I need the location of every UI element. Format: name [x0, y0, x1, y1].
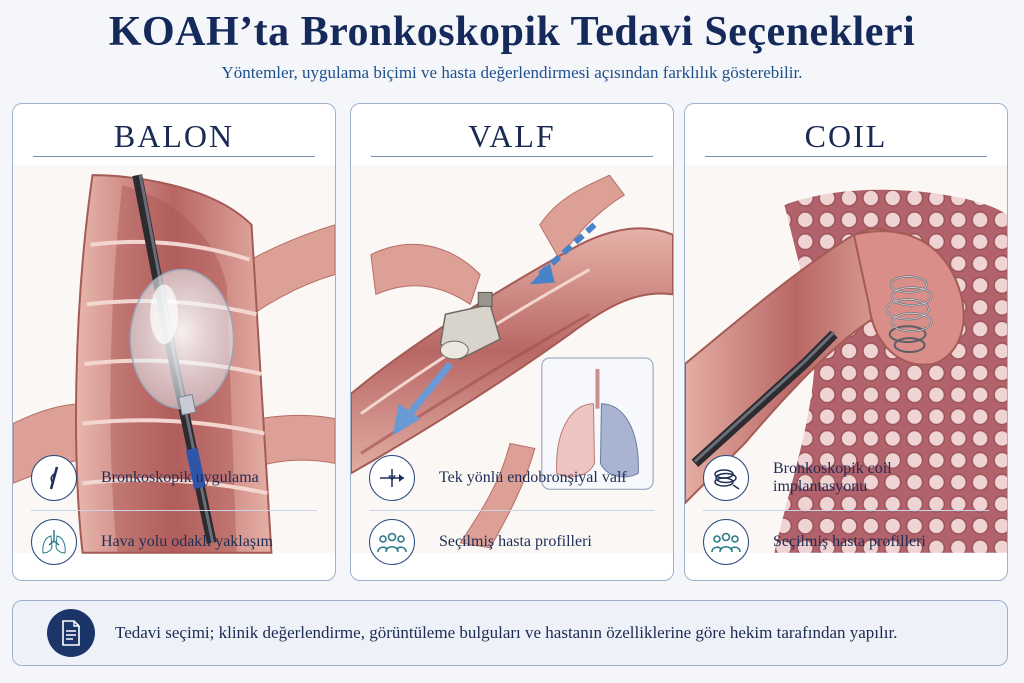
panel-balon [12, 103, 336, 581]
panel-divider [705, 156, 987, 157]
feature-label: Bronkoskopik coil implantasyonu [773, 460, 892, 495]
panel-coil [684, 103, 1008, 581]
feature-row [369, 516, 655, 568]
feature-divider [703, 510, 989, 511]
feature-divider [369, 510, 655, 511]
feature-row [31, 516, 317, 568]
lungs-icon [31, 519, 77, 565]
panel-divider [371, 156, 653, 157]
panel-title-balon: BALON [113, 118, 235, 154]
feature-row [703, 516, 989, 568]
footer-note [12, 600, 1008, 666]
bronchoscope-icon [31, 455, 77, 501]
feature-label: Hava yolu odaklı yaklaşım [101, 533, 273, 550]
footer-text: Tedavi seçimi; klinik değerlendirme, görüntüleme bulguları ve hastanın özelliklerine göre hekim tarafından yapılır. [115, 623, 898, 642]
feature-divider [31, 510, 317, 511]
feature-label: Seçilmiş hasta profilleri [439, 533, 592, 550]
panel-title-valf: VALF [468, 118, 556, 154]
feature-row [703, 452, 989, 504]
panel-divider [33, 156, 315, 157]
panel-title-coil: COIL [804, 118, 888, 154]
coil-icon [703, 455, 749, 501]
feature-label: Tek yönlü endobronşiyal valf [439, 469, 627, 486]
page-subtitle: Yöntemler, uygulama biçimi ve hasta değerlendirmesi açısından farklılık gösterebilir. [221, 63, 803, 82]
patients-group-icon [703, 519, 749, 565]
feature-row [369, 452, 655, 504]
one-way-valve-icon [369, 455, 415, 501]
document-icon [47, 609, 95, 657]
feature-label: Bronkoskopik uygulama [101, 469, 259, 486]
feature-row [31, 452, 317, 504]
patients-group-icon [369, 519, 415, 565]
panel-valf [350, 103, 674, 581]
feature-label: Seçilmiş hasta profilleri [773, 533, 926, 550]
page-title: KOAH’ta Bronkoskopik Tedavi Seçenekleri [108, 9, 916, 55]
